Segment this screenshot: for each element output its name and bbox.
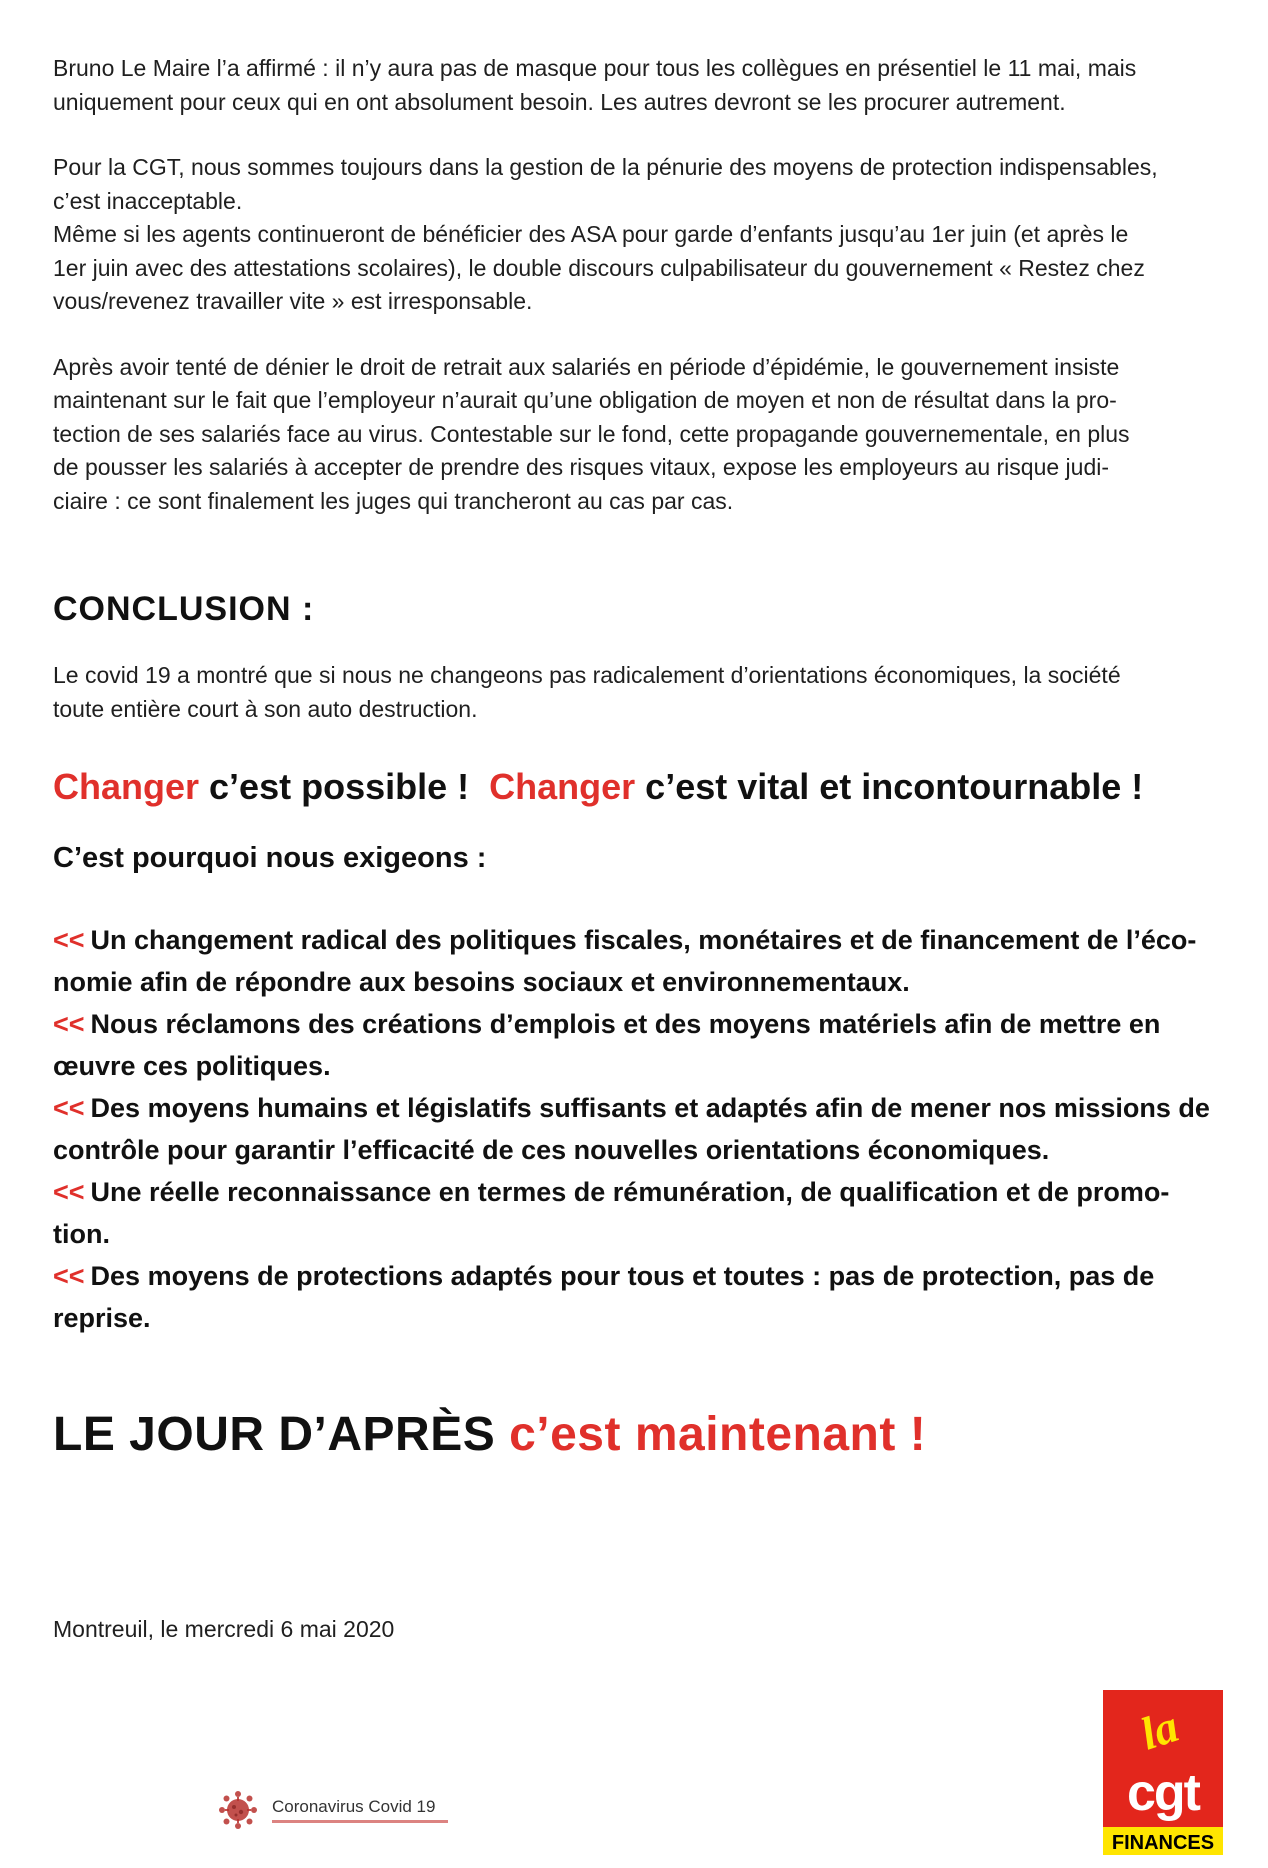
document-body	[53, 52, 1248, 1462]
demand-marker: <<	[53, 1093, 85, 1123]
text-line: Même si les agents continueront de bénéficier des ASA pour garde d’enfants jusqu’au 1er juin (et après le	[53, 221, 1129, 247]
paragraph-cgt-position	[53, 151, 1248, 319]
demands-intro: C’est pourquoi nous exigeons :	[53, 842, 487, 874]
text-line: contrôle pour garantir l’efficacité de ces nouvelles orientations économiques.	[53, 1135, 1050, 1165]
logo-top-text: la	[1134, 1699, 1185, 1760]
demand-item	[53, 1087, 1248, 1171]
closing-red: c’est maintenant !	[509, 1408, 927, 1461]
text-line: 1er juin avec des attestations scolaires), le double discours culpabilisateur du gouvernement « Restez chez	[53, 254, 1145, 281]
text-line: reprise.	[53, 1303, 151, 1333]
closing-black: LE JOUR D’APRÈS	[53, 1408, 510, 1461]
text-line: de pousser les salariés à accepter de prendre des risques vitaux, expose les employeurs au risque judi-	[53, 454, 1110, 480]
demand-item	[53, 1003, 1248, 1087]
paragraph-droit-de-retrait	[53, 351, 1248, 519]
paragraph-masks	[53, 52, 1248, 119]
text-line: Le covid 19 a montré que si nous ne changeons pas radicalement d’orientations économiques, la société	[53, 662, 1121, 688]
covid-text	[272, 1797, 448, 1823]
text-line: Un changement radical des politiques fiscales, monétaires et de financement de l’éco-	[90, 925, 1197, 955]
conclusion-paragraph	[53, 659, 1248, 726]
text-line: toute entière court à son auto destruction.	[53, 695, 478, 722]
covid-badge	[216, 1788, 448, 1832]
text-line: Bruno Le Maire l’a affirmé : il n’y aura pas de masque pour tous les collègues en présentiel le 11 mai, mais	[53, 55, 1137, 81]
text-line: Après avoir tenté de dénier le droit de retrait aux salariés en période d’épidémie, le gouvernement insiste	[53, 353, 1120, 380]
text-line: Nous réclamons des créations d’emplois et des moyens matériels afin de mettre en	[90, 1009, 1161, 1039]
text-line: tion.	[53, 1219, 110, 1249]
slogan	[53, 766, 1248, 808]
text-line: Pour la CGT, nous sommes toujours dans la gestion de la pénurie des moyens de protection indispensables,	[53, 154, 1158, 180]
signoff-date: Montreuil, le mercredi 6 mai 2020	[53, 1616, 395, 1642]
text-line: Des moyens humains et législatifs suffisants et adaptés afin de mener nos missions de	[90, 1093, 1210, 1123]
text-line: Une réelle reconnaissance en termes de rémunération, de qualification et de promo-	[90, 1177, 1170, 1207]
cgt-finances-logo	[1103, 1690, 1223, 1855]
logo-main-text: cgt	[1127, 1764, 1199, 1822]
demands-list	[53, 919, 1248, 1339]
text-line: Des moyens de protections adaptés pour tous et toutes : pas de protection, pas de	[90, 1261, 1155, 1291]
text-line: vous/revenez travailler vite » est irresponsable.	[53, 288, 533, 314]
demand-item	[53, 1255, 1248, 1339]
logo-bottom-text: FINANCES	[1111, 1832, 1215, 1854]
demand-marker: <<	[53, 1009, 85, 1039]
slogan-highlight: Changer	[53, 766, 200, 807]
demand-marker: <<	[53, 1177, 85, 1207]
slogan-highlight: Changer	[489, 766, 636, 807]
text-line: tection de ses salariés face au virus. Contestable sur le fond, cette propagande gouvernementale, en plus	[53, 420, 1130, 447]
covid-label: Coronavirus Covid 19	[272, 1797, 436, 1816]
covid-underline	[272, 1820, 448, 1823]
slogan-text: c’est vital et incontournable !	[635, 766, 1144, 807]
slogan-text: c’est possible !	[199, 766, 480, 807]
text-line: uniquement pour ceux qui en ont absolument besoin. Les autres devront se les procurer autrement.	[53, 88, 1066, 115]
demand-marker: <<	[53, 1261, 85, 1291]
demand-item	[53, 919, 1248, 1003]
text-line: c’est inacceptable.	[53, 187, 243, 214]
demand-marker: <<	[53, 925, 85, 955]
demand-item	[53, 1171, 1248, 1255]
text-line: œuvre ces politiques.	[53, 1051, 331, 1081]
conclusion-heading: CONCLUSION :	[53, 590, 315, 628]
virus-icon	[216, 1788, 260, 1832]
text-line: maintenant sur le fait que l’employeur n’aurait qu’une obligation de moyen et non de résultat dans la pro-	[53, 387, 1117, 413]
text-line: nomie afin de répondre aux besoins sociaux et environnementaux.	[53, 967, 910, 997]
closing-statement	[53, 1407, 1248, 1462]
text-line: ciaire : ce sont finalement les juges qui trancheront au cas par cas.	[53, 487, 734, 514]
